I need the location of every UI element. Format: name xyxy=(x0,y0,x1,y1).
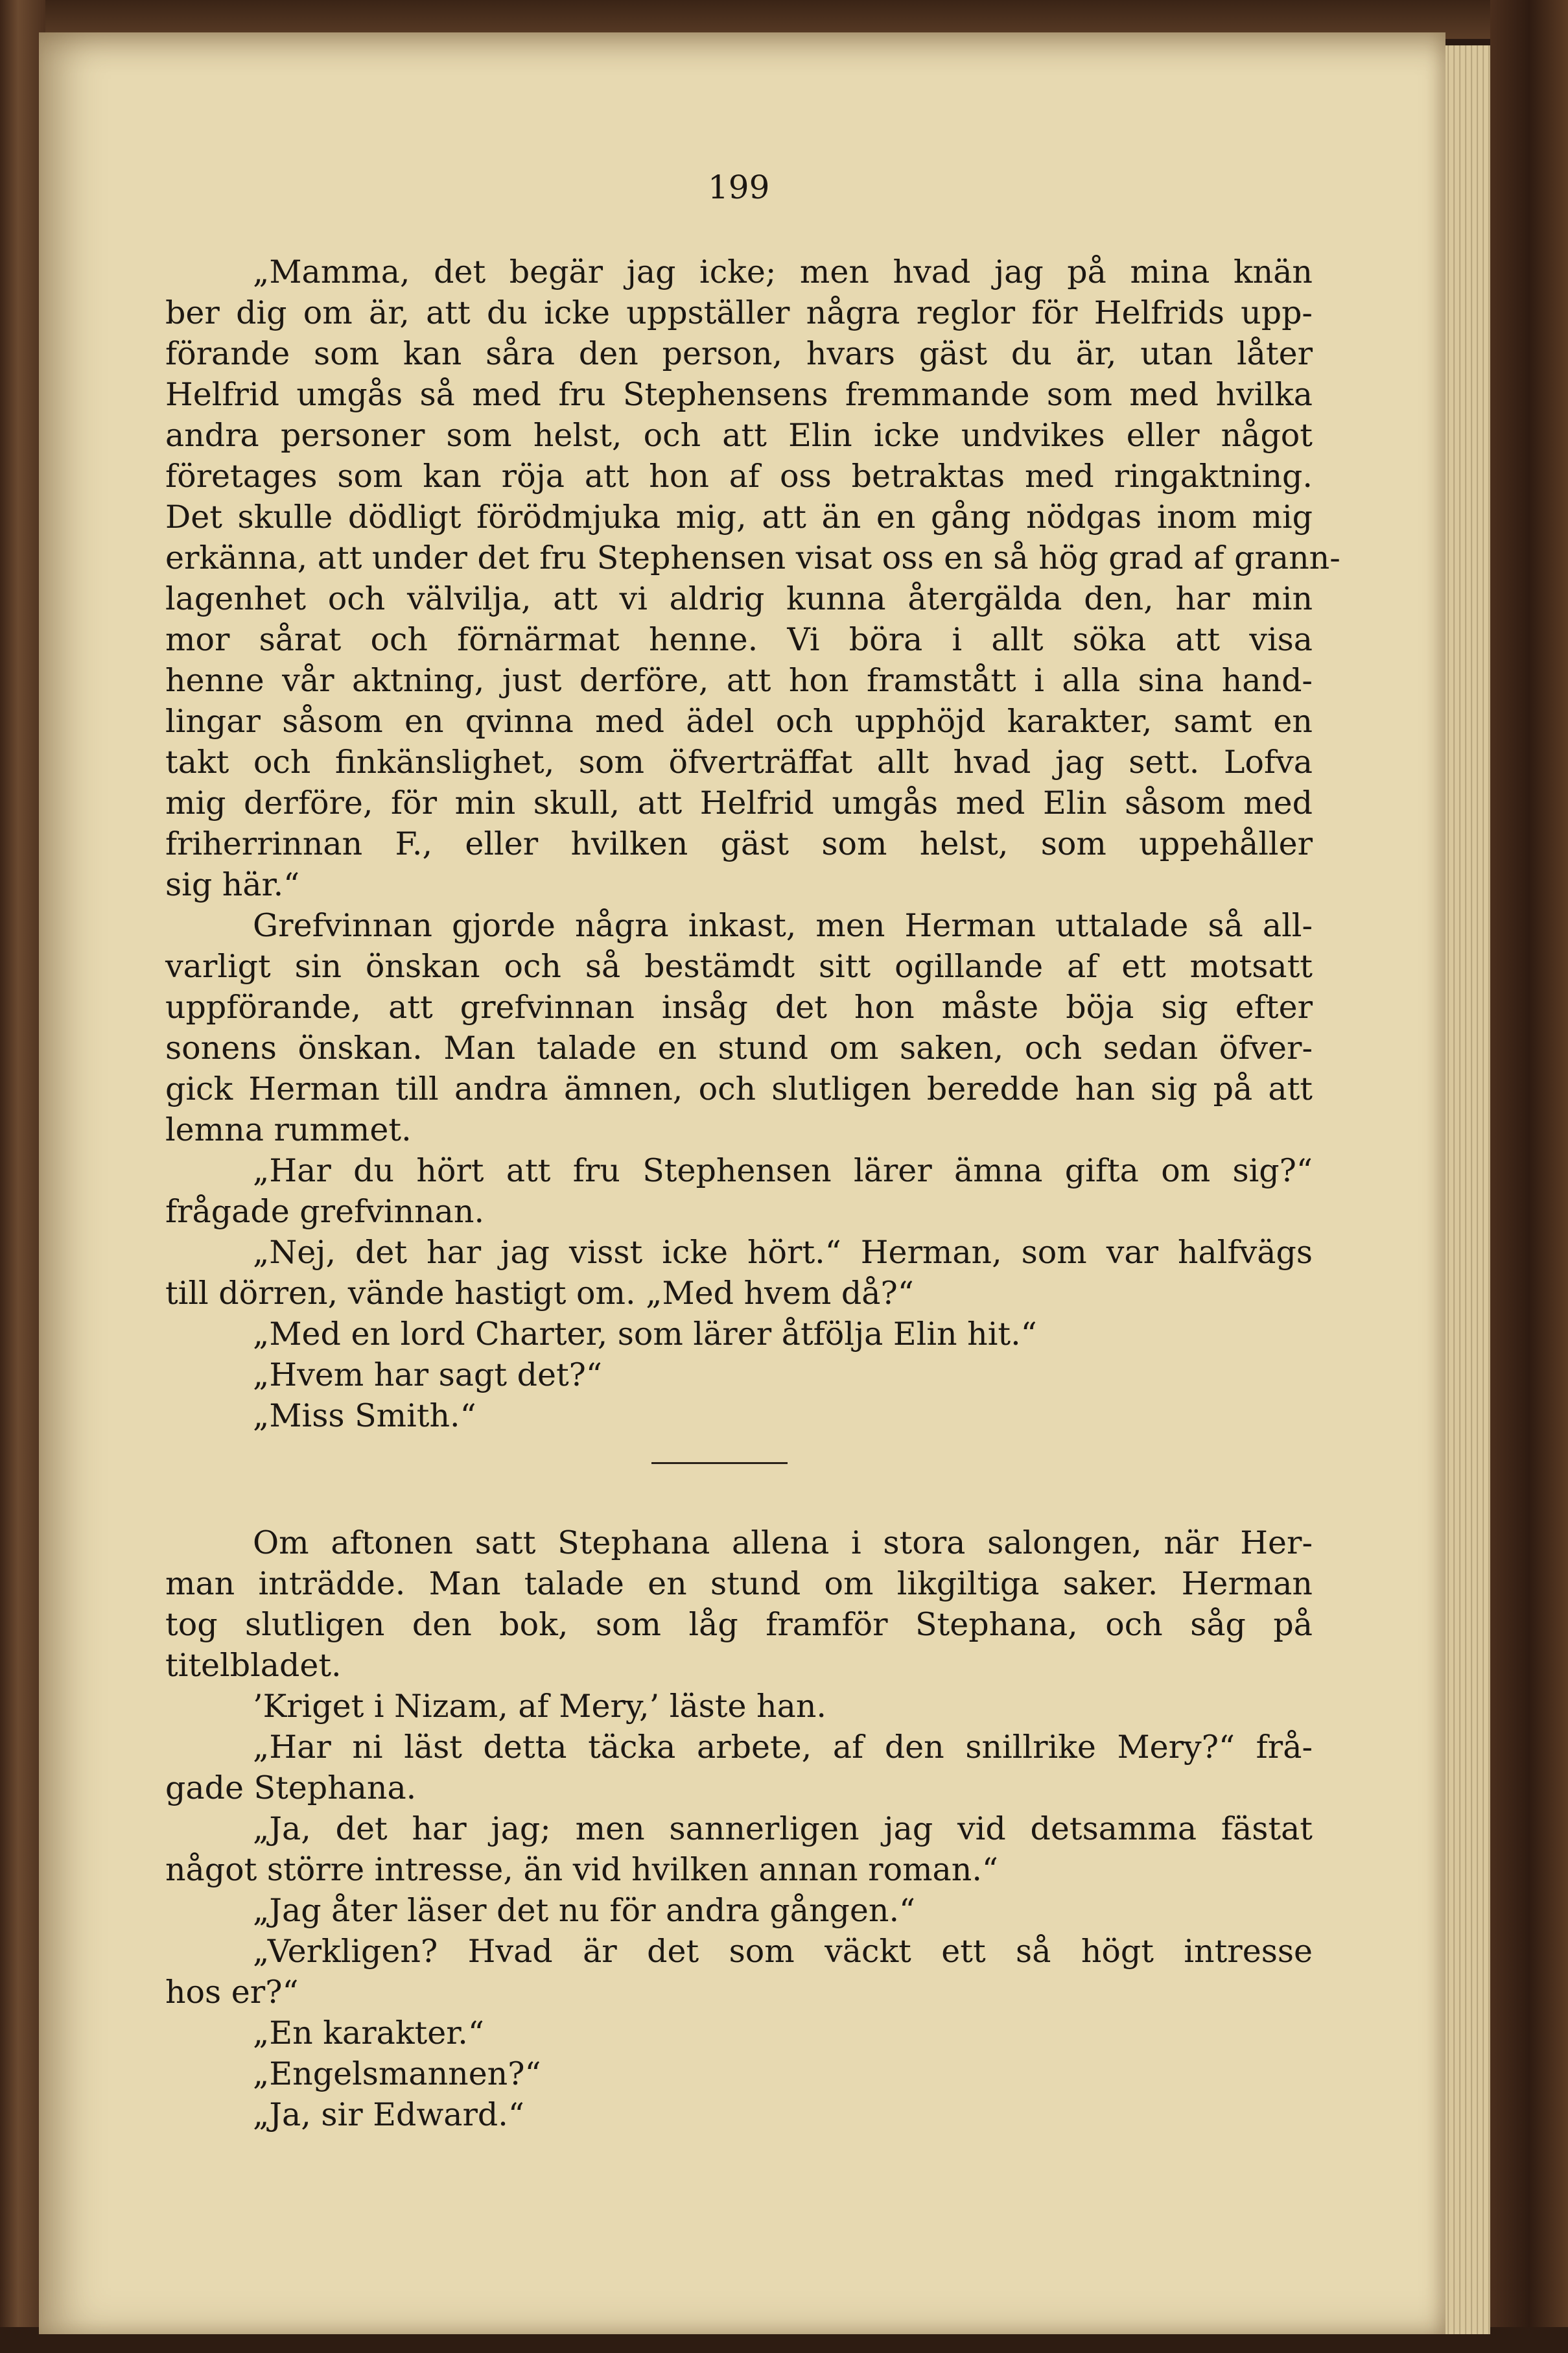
text-line: lingar såsom en qvinna med ädel och upphöjd karakter, samt en xyxy=(165,703,1313,740)
book-page xyxy=(39,32,1445,2334)
text-line: „Ja, sir Edward.“ xyxy=(253,2096,524,2133)
text-line: varligt sin önskan och så bestämdt sitt ogillande af ett motsatt xyxy=(165,948,1313,985)
text-line: hos er?“ xyxy=(165,1974,299,2011)
text-line: frågade grefvinnan. xyxy=(165,1193,485,1230)
text-line: sonens önskan. Man talade en stund om saken, och sedan öfver- xyxy=(165,1030,1313,1067)
text-line: „Miss Smith.“ xyxy=(253,1397,476,1434)
text-line: „Ja, det har jag; men sannerligen jag vid detsamma fästat xyxy=(253,1810,1313,1847)
text-line: erkänna, att under det fru Stephensen visat oss en så hög grad af grann- xyxy=(165,539,1340,576)
text-line: man inträdde. Man talade en stund om likgiltiga saker. Herman xyxy=(165,1565,1313,1602)
book-cover-right xyxy=(1490,0,1568,2353)
text-line: friherrinnan F., eller hvilken gäst som helst, som uppehåller xyxy=(165,825,1313,862)
text-line: Grefvinnan gjorde några inkast, men Herman uttalade så all- xyxy=(253,907,1313,944)
text-line: Helfrid umgås så med fru Stephensens fremmande som med hvilka xyxy=(165,376,1313,413)
text-line: företages som kan röja att hon af oss betraktas med ringaktning. xyxy=(165,458,1313,495)
text-line: gade Stephana. xyxy=(165,1769,417,1806)
text-line: mor sårat och förnärmat henne. Vi böra i allt söka att visa xyxy=(165,621,1313,658)
text-line: till dörren, vände hastigt om. „Med hvem då?“ xyxy=(165,1275,914,1312)
text-line: titelbladet. xyxy=(165,1647,342,1684)
text-line: andra personer som helst, och att Elin icke undvikes eller något xyxy=(165,417,1313,454)
text-line: „Mamma, det begär jag icke; men hvad jag på mina knän xyxy=(253,254,1313,290)
text-line: något större intresse, än vid hvilken annan roman.“ xyxy=(165,1851,998,1888)
text-line: Om aftonen satt Stephana allena i stora salongen, när Her- xyxy=(253,1524,1313,1561)
text-line: „Har du hört att fru Stephensen lärer ämna gifta om sig?“ xyxy=(253,1152,1313,1189)
text-line: „Nej, det har jag visst icke hört.“ Herman, som var halfvägs xyxy=(253,1234,1313,1271)
text-line: „Hvem har sagt det?“ xyxy=(253,1356,602,1393)
page-number: 199 xyxy=(708,169,770,206)
text-line: „Har ni läst detta täcka arbete, af den snillrike Mery?“ frå- xyxy=(253,1729,1313,1766)
text-line: mig derföre, för min skull, att Helfrid umgås med Elin såsom med xyxy=(165,785,1313,822)
text-line: henne vår aktning, just derföre, att hon framstått i alla sina hand- xyxy=(165,662,1313,699)
text-line: takt och finkänslighet, som öfverträffat allt hvad jag sett. Lofva xyxy=(165,744,1313,781)
text-line: Det skulle dödligt förödmjuka mig, att än en gång nödgas inom mig xyxy=(165,499,1313,536)
text-line: „Verkligen? Hvad är det som väckt ett så högt intresse xyxy=(253,1933,1313,1970)
text-line: lagenhet och välvilja, att vi aldrig kunna återgälda den, har min xyxy=(165,580,1313,617)
text-line: uppförande, att grefvinnan insåg det hon måste böja sig efter xyxy=(165,989,1313,1026)
text-line: tog slutligen den bok, som låg framför Stephana, och såg på xyxy=(165,1606,1313,1643)
text-line: „Engelsmannen?“ xyxy=(253,2055,541,2092)
text-line: „Med en lord Charter, som lärer åtfölja Elin hit.“ xyxy=(253,1316,1037,1353)
text-line: gick Herman till andra ämnen, och slutligen beredde han sig på att xyxy=(165,1070,1313,1107)
text-line: ’Kriget i Nizam, af Mery,’ läste han. xyxy=(253,1688,826,1725)
text-line: sig här.“ xyxy=(165,866,300,903)
text-line: ber dig om är, att du icke uppställer några reglor för Helfrids upp- xyxy=(165,294,1313,331)
text-line: förande som kan såra den person, hvars gäst du är, utan låter xyxy=(165,335,1313,372)
text-line: lemna rummet. xyxy=(165,1111,412,1148)
section-divider xyxy=(651,1462,788,1464)
text-line: „Jag åter läser det nu för andra gången.“ xyxy=(253,1892,916,1929)
text-line: „En karakter.“ xyxy=(253,2015,484,2051)
